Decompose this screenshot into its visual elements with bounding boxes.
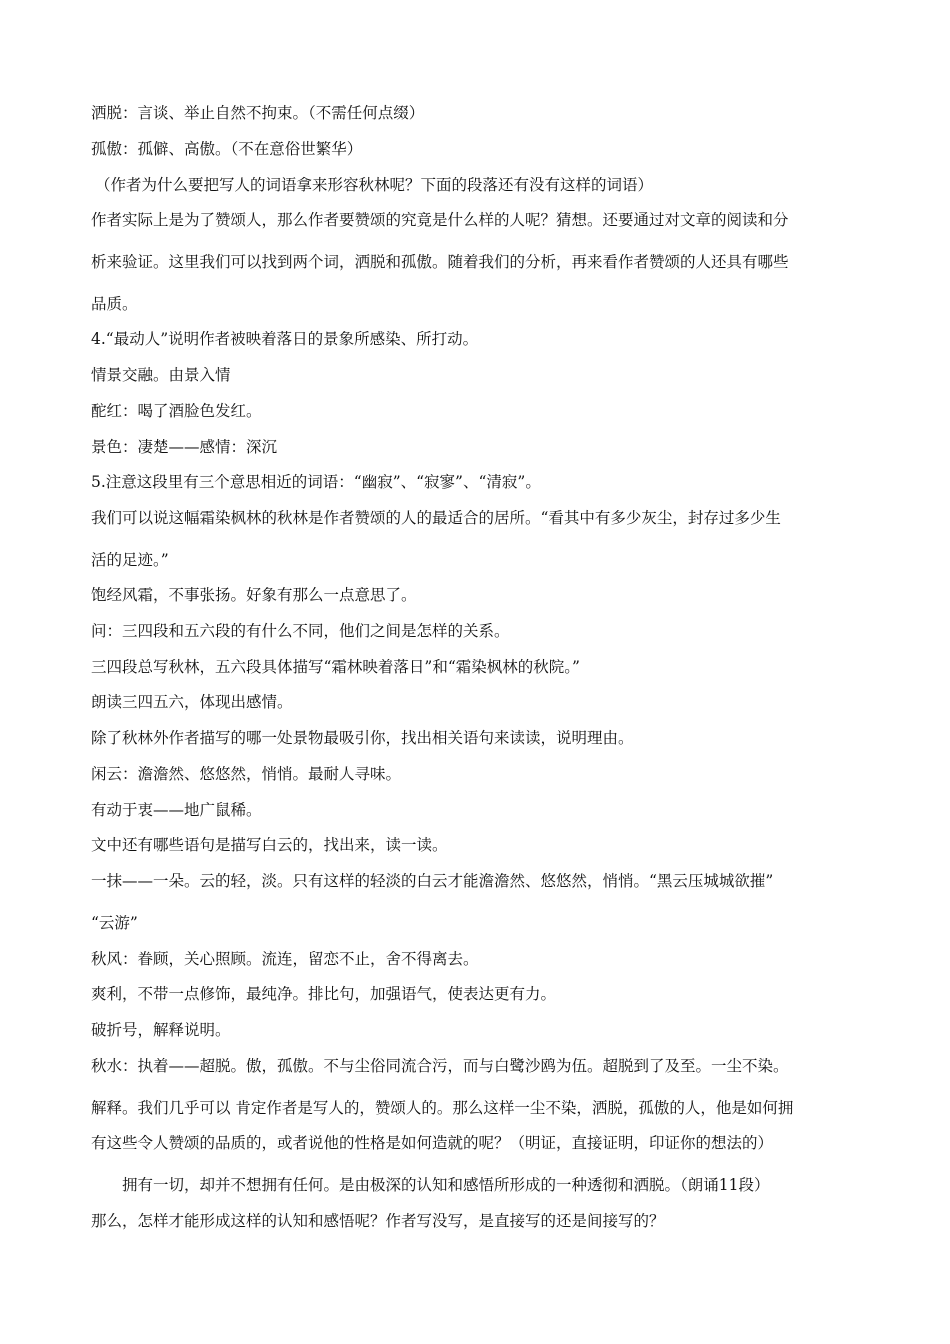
text-line: 爽利，不带一点修饰，最纯净。排比句，加强语气，使表达更有力。 (91, 985, 557, 1003)
text-line: 问：三四段和五六段的有什么不同，他们之间是怎样的关系。 (91, 622, 510, 640)
text-line: 三四段总写秋林，五六段具体描写“霜林映着落日”和“霜染枫林的秋院。” (91, 658, 580, 676)
text-line: 活的足迹。” (91, 551, 169, 569)
text-line: 文中还有哪些语句是描写白云的，找出来，读一读。 (91, 836, 448, 854)
text-line: 4.“最动人”说明作者被映着落日的景象所感染、所打动。 (91, 330, 479, 348)
text-line: 酡红：喝了酒脸色发红。 (91, 402, 262, 420)
text-line: 孤傲：孤僻、高傲。（不在意俗世繁华） (91, 140, 363, 158)
text-line: 我们可以说这幅霜染枫林的秋林是作者赞颂的人的最适合的居所。“看其中有多少灰尘，封存过多少生 (91, 509, 781, 527)
text-line: 析来验证。这里我们可以找到两个词，洒脱和孤傲。随着我们的分析，再来看作者赞颂的人还具有哪些 (91, 253, 789, 271)
text-line: 饱经风霜，不事张扬。好象有那么一点意思了。 (91, 586, 417, 604)
text-line: 那么，怎样才能形成这样的认知和感悟呢？作者写没写，是直接写的还是间接写的？ (91, 1212, 665, 1230)
text-line: 秋风：眷顾，关心照顾。流连，留恋不止，舍不得离去。 (91, 950, 479, 968)
text-line: 有这些令人赞颂的品质的，或者说他的性格是如何造就的呢？（明证，直接证明，印证你的想法的） (91, 1134, 774, 1152)
text-line: 有动于衷——地广鼠稀。 (91, 801, 262, 819)
text-line: 拥有一切，却并不想拥有任何。是由极深的认知和感悟所形成的一种透彻和洒脱。（朗诵11段） (122, 1176, 770, 1194)
text-line: “云游” (91, 914, 138, 932)
text-line: 洒脱：言谈、举止自然不拘束。（不需任何点缀） (91, 104, 425, 122)
text-line: 5.注意这段里有三个意思相近的词语：“幽寂”、“寂寥”、“清寂”。 (91, 473, 541, 491)
text-line: 闲云：澹澹然、悠悠然，悄悄。最耐人寻味。 (91, 765, 402, 783)
text-line: 一抹——一朵。云的轻，淡。只有这样的轻淡的白云才能澹澹然、悠悠然，悄悄。“黑云压城城欲摧” (91, 872, 774, 890)
text-line: 情景交融。由景入情 (91, 366, 231, 384)
text-line: 破折号，解释说明。 (91, 1021, 231, 1039)
text-line: 除了秋林外作者描写的哪一处景物最吸引你，找出相关语句来读读，说明理由。 (91, 729, 634, 747)
text-line: （作者为什么要把写人的词语拿来形容秋林呢？下面的段落还有没有这样的词语） (95, 176, 654, 194)
text-line: 解释。我们几乎可以 肯定作者是写人的，赞颂人的。那么这样一尘不染，洒脱，孤傲的人，他是如何拥 (91, 1099, 794, 1117)
text-line: 秋水：执着——超脱。傲，孤傲。不与尘俗同流合污，而与白鹭沙鸥为伍。超脱到了及至。一尘不染。 (91, 1057, 789, 1075)
text-line: 品质。 (91, 295, 138, 313)
text-line: 朗读三四五六，体现出感情。 (91, 693, 293, 711)
text-line: 作者实际上是为了赞颂人，那么作者要赞颂的究竟是什么样的人呢？猜想。还要通过对文章的阅读和分 (91, 211, 789, 229)
text-line: 景色：凄楚——感情：深沉 (91, 438, 278, 456)
